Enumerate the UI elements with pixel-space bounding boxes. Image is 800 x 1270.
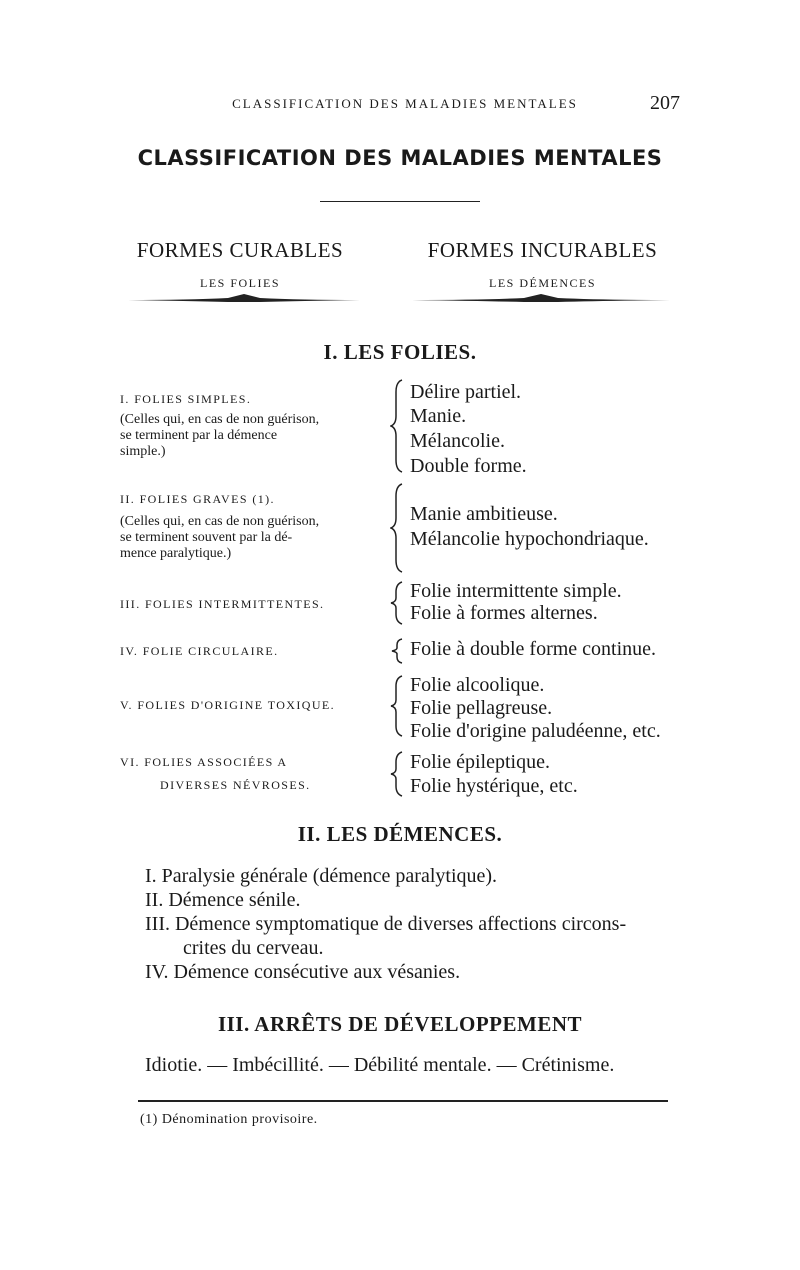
curable-heading: FORMES CURABLES (136, 238, 344, 262)
brace-icon (390, 482, 406, 574)
category-line: DIVERSES NÉVROSES. (160, 778, 311, 792)
category-folie-circulaire: IV. FOLIE CIRCULAIRE. (120, 644, 279, 658)
brace-icon (390, 638, 406, 664)
brace-icon (390, 750, 406, 798)
item-folie-formes-alternes: Folie à formes alternes. (410, 602, 598, 624)
item-manie-ambitieuse: Manie ambitieuse. (410, 503, 558, 525)
note-line: se terminent souvent par la dé- (120, 530, 293, 545)
section-title-demences: II. LES DÉMENCES. (297, 822, 503, 846)
arrets-text: Idiotie. — Imbécillité. — Débilité mentale. — Crétinisme. (145, 1054, 615, 1076)
item-folie-epileptique: Folie épileptique. (410, 751, 550, 773)
item-melancolie: Mélancolie. (410, 430, 505, 452)
item-double-forme: Double forme. (410, 455, 527, 477)
item-folie-pellagreuse: Folie pellagreuse. (410, 697, 553, 719)
section-title-arrets: III. ARRÊTS DE DÉVELOPPEMENT (217, 1012, 583, 1036)
right-swelled-rule (412, 291, 670, 309)
category-folies-simples: I. FOLIES SIMPLES. (120, 392, 252, 406)
brace-icon (390, 580, 406, 626)
item-folie-intermittente-simple: Folie intermittente simple. (410, 580, 622, 602)
category-folies-associees-cont (160, 778, 380, 793)
footnote-rule (138, 1100, 668, 1102)
note-line: (Celles qui, en cas de non guérison, (120, 412, 320, 427)
note-folies-graves (120, 514, 388, 562)
note-line: mence paralytique.) (120, 546, 232, 561)
demence-item: IV. Démence consécutive aux vésanies. (145, 961, 461, 983)
item-melancolie-hypochondriaque: Mélancolie hypochondriaque. (410, 528, 649, 550)
footnote: (1) Dénomination provisoire. (140, 1112, 318, 1127)
title-rule (320, 201, 480, 202)
item-folie-hysterique: Folie hystérique, etc. (410, 775, 578, 797)
demence-item-continued: crites du cerveau. (183, 937, 324, 959)
demence-item: III. Démence symptomatique de diverses affections circons- (145, 913, 627, 935)
category-folies-origine-toxique: V. FOLIES D'ORIGINE TOXIQUE. (120, 698, 336, 712)
item-manie: Manie. (410, 405, 467, 427)
incurable-subheading: LES DÉMENCES (488, 276, 596, 290)
note-line: simple.) (120, 444, 166, 459)
note-folies-simples (120, 412, 388, 460)
demence-item: II. Démence sénile. (145, 889, 301, 911)
brace-icon (390, 378, 406, 474)
category-folies-intermittentes: III. FOLIES INTERMITTENTES. (120, 597, 325, 611)
brace-icon (390, 674, 406, 738)
incurable-heading: FORMES INCURABLES (427, 238, 658, 262)
item-folie-alcoolique: Folie alcoolique. (410, 674, 545, 696)
item-folie-double-forme-continue: Folie à double forme continue. (410, 638, 657, 660)
curable-subheading: LES FOLIES (199, 276, 280, 290)
category-line: VI. FOLIES ASSOCIÉES A (120, 755, 288, 769)
note-line: se terminent par la démence (120, 428, 278, 443)
category-folies-graves: II. FOLIES GRAVES (1). (120, 492, 275, 506)
running-head (190, 92, 680, 118)
running-title: CLASSIFICATION DES MALADIES MENTALES (232, 96, 578, 111)
page-title: CLASSIFICATION DES MALADIES MENTALES (137, 146, 663, 170)
demence-item: I. Paralysie générale (démence paralytique). (145, 865, 498, 887)
note-line: (Celles qui, en cas de non guérison, (120, 514, 320, 529)
item-folie-origine-paludeenne: Folie d'origine paludéenne, etc. (410, 720, 661, 742)
page-number: 207 (650, 92, 680, 114)
category-folies-associees (120, 755, 388, 770)
section-title-folies: I. LES FOLIES. (323, 340, 477, 364)
item-delire-partiel: Délire partiel. (410, 381, 522, 403)
left-swelled-rule (128, 291, 360, 309)
